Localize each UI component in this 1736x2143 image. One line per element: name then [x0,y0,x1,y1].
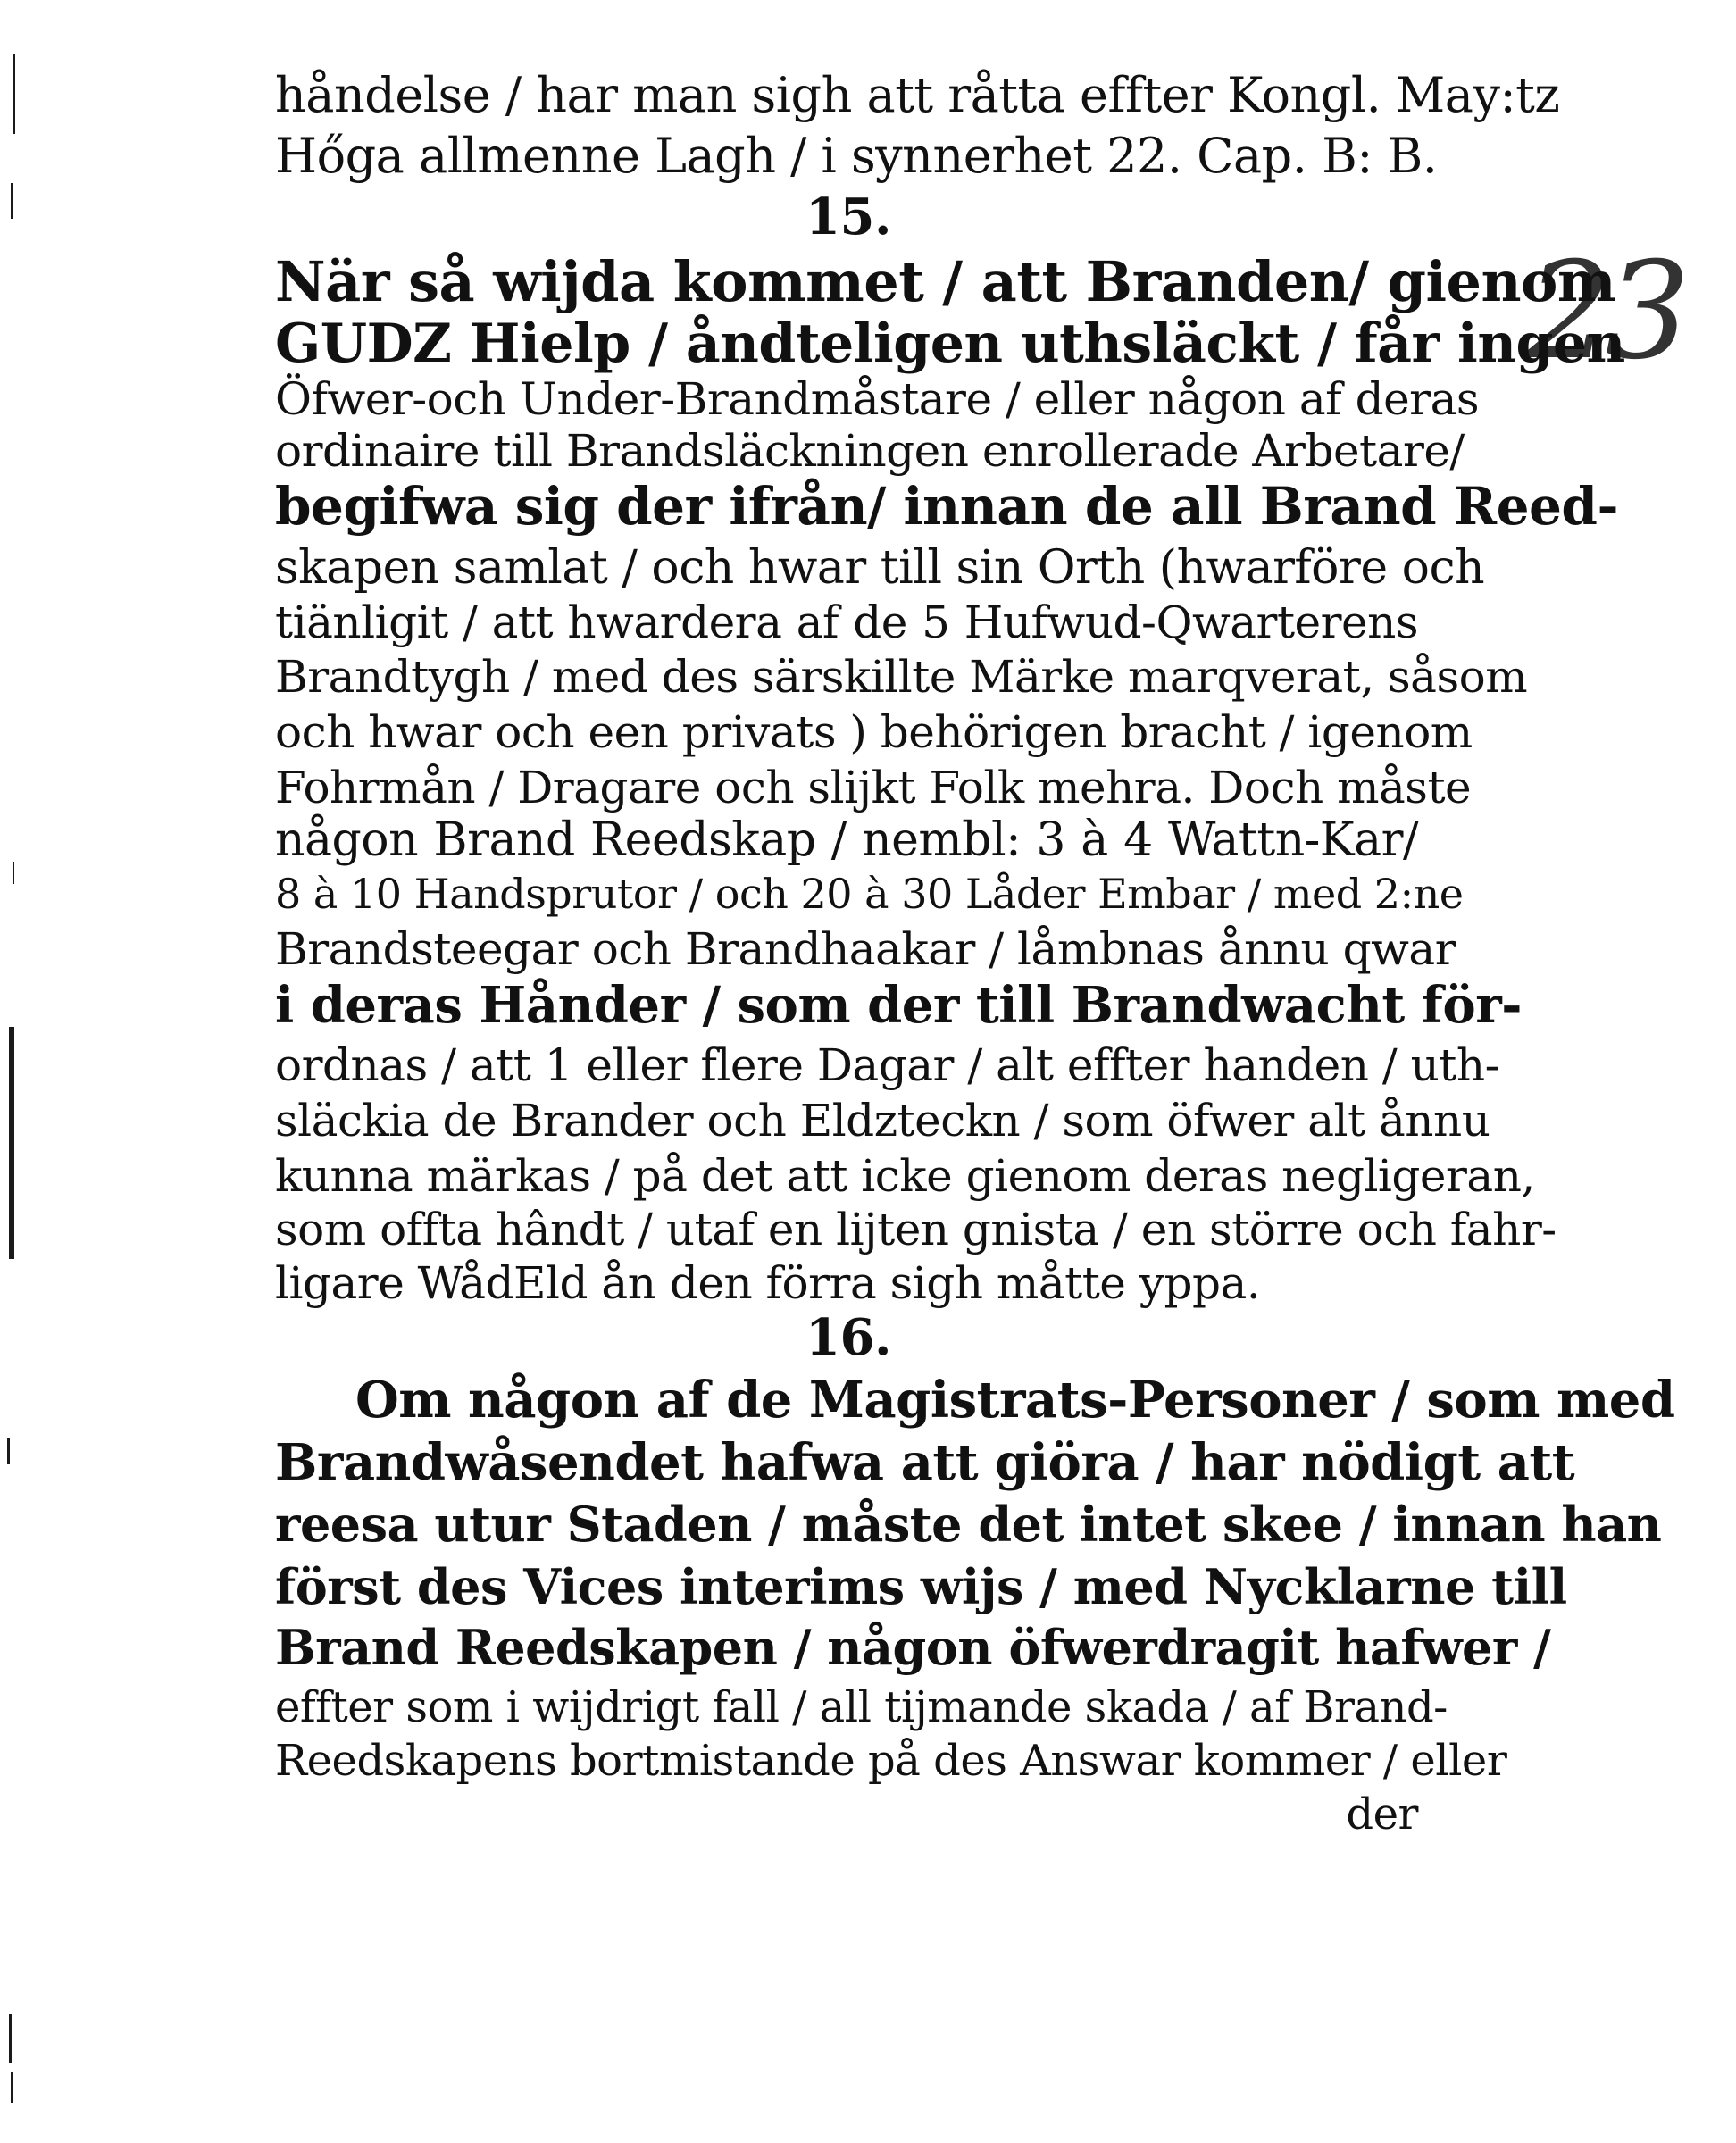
section-number-16: 16. [805,1308,891,1367]
text-line: Reedskapens bortmistande på des Answar kommer / eller [275,1736,1507,1786]
text-line: tiänligit / att hwardera af de 5 Hufwud-Qwarterens [275,596,1418,648]
text-line: Fohrmån / Dragare och slijkt Folk mehra. Doch måste [275,762,1472,813]
text-line: skapen samlat / och hwar till sin Orth (hwarföre och [275,541,1485,595]
text-line: begifwa sig der ifrån/ innan de all Brand Reed- [275,476,1619,537]
section-number-15: 15. [805,188,891,246]
text-line: Brandsteegar och Brandhaakar / låmbnas ånnu qwar [275,923,1456,975]
scan-edge-mark [9,2014,12,2063]
scan-edge-mark [11,183,13,219]
text-line: släckia de Brander och Eldzteckn / som öfwer alt ånnu [275,1095,1490,1147]
text-line: effter som i wijdrigt fall / all tijmande skada / af Brand- [275,1682,1448,1732]
text-line: Brand Reedskapen / någon öfwerdragit hafwer / [275,1619,1551,1676]
text-line: Brandwåsendet hafwa att giöra / har nödigt att [275,1433,1575,1492]
text-line: GUDZ Hielp / åndteligen uthsläckt / får ingen [275,313,1625,375]
scan-edge-mark [13,862,14,884]
scan-edge-mark [7,1438,10,1464]
text-line: i deras Hånder / som der till Brandwacht för- [275,976,1522,1035]
text-line: ordnas / att 1 eller flere Dagar / alt effter handen / uth- [275,1039,1499,1091]
text-line: någon Brand Reedskap / nembl: 3 à 4 Wattn-Kar/ [275,813,1418,867]
text-line: Brandtygh / med des särskillte Märke marqverat, såsom [275,651,1528,703]
text-line: ordinaire till Brandsläckningen enrollerade Arbetare/ [275,425,1465,477]
text-line: 8 à 10 Handsprutor / och 20 à 30 Låder Embar / med 2:ne [275,870,1464,918]
handwritten-page-number: 23 [1527,234,1683,389]
text-line: först des Vices interims wijs / med Nycklarne till [275,1558,1567,1615]
catchword: der [1346,1789,1418,1839]
text-line: När så wijda kommet / att Branden/ gienom [275,249,1615,314]
text-line: som offta hândt / utaf en lijten gnista / en större och fahr- [275,1204,1557,1255]
scan-edge-mark [11,2072,13,2103]
text-line: Öfwer-och Under-Brandmåstare / eller någon af deras [275,373,1480,425]
scan-edge-mark [13,54,15,134]
text-line: Om någon af de Magistrats-Personer / som med [355,1371,1675,1430]
scan-edge-mark [9,1027,14,1259]
text-line: kunna märkas / på det att icke gienom deras negligeran, [275,1150,1535,1202]
text-line: ligare WådEld ån den förra sigh måtte yppa. [275,1257,1261,1309]
text-line: Hőga allmenne Lagh / i synnerhet 22. Cap. B: B. [275,128,1438,184]
text-line: håndelse / har man sigh att råtta effter Kongl. May:tz [275,67,1560,123]
text-line: och hwar och een privats ) behörigen bracht / igenom [275,706,1473,758]
text-line: reesa utur Staden / måste det intet skee / innan han [275,1496,1662,1553]
